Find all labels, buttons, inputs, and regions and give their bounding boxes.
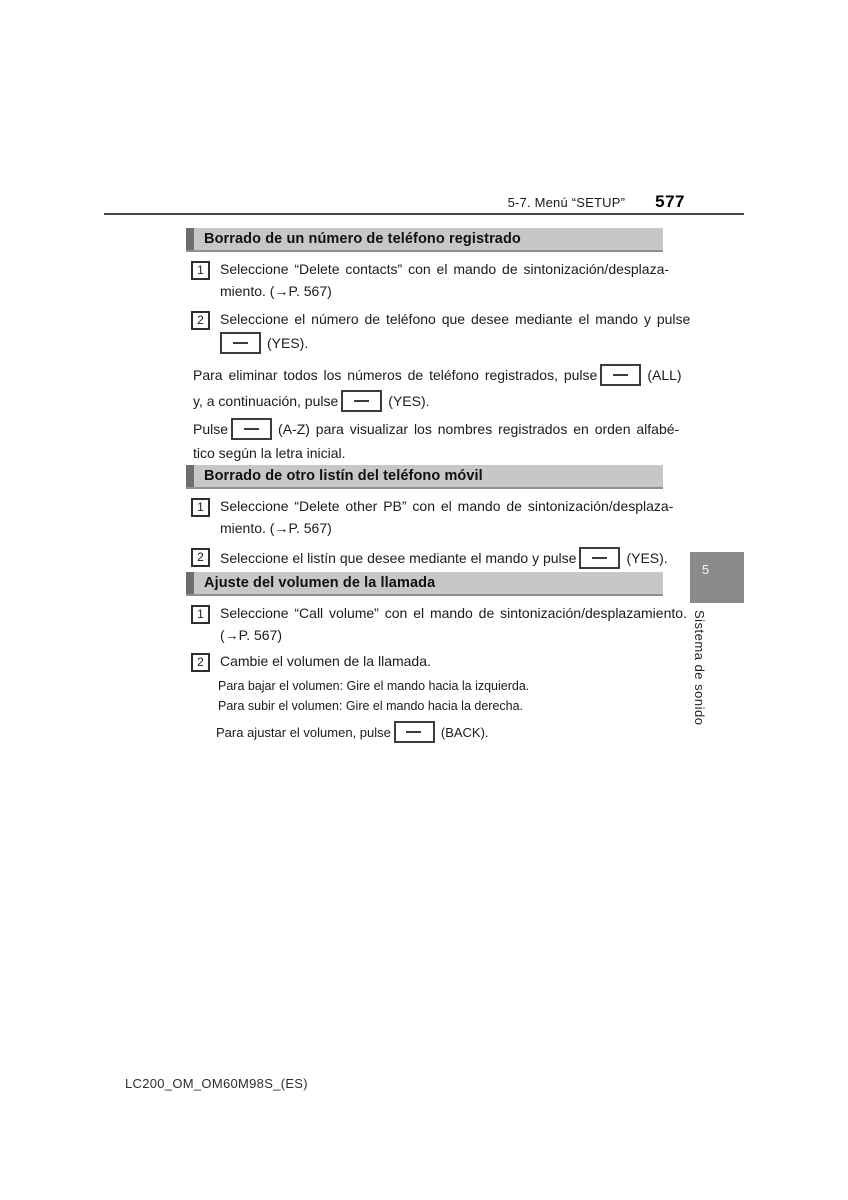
- blank-key-icon: [600, 364, 641, 386]
- blank-key-icon: [231, 418, 272, 440]
- chapter-tab-label: Sistema de sonido: [692, 610, 707, 726]
- section-title-bar: [186, 228, 663, 252]
- section-title: Borrado de otro listín del teléfono móvil: [204, 468, 483, 484]
- sub-note: Para subir el volumen: Gire el mando hacia la derecha.: [218, 699, 524, 713]
- section-ajuste-volumen: [186, 572, 687, 746]
- footer-doc-code: LC200_OM_OM60M98S_(ES): [125, 1076, 308, 1091]
- header-rule: [104, 213, 744, 215]
- note-paragraph: Para ajustar el volumen, pulse (BACK).: [216, 720, 663, 746]
- step-number-badge: 2: [191, 548, 210, 567]
- step-text: Seleccione el listín que desee mediante el mando y pulse (YES).: [220, 545, 668, 571]
- chapter-tab: [690, 552, 744, 603]
- header-section-label: 5-7. Menú “SETUP”: [507, 195, 626, 210]
- section-borrado-listin: [186, 465, 674, 577]
- section-title: Borrado de un número de teléfono registrado: [204, 231, 521, 247]
- step-text: Seleccione “Call volume” con el mando de sintonización/desplazamiento. (→P. 567): [220, 605, 687, 643]
- step-number-badge: 2: [191, 311, 210, 330]
- step-row: [186, 495, 674, 539]
- section-borrado-numero: [186, 228, 691, 466]
- step-row: [186, 545, 668, 571]
- step-number-badge: 1: [191, 498, 210, 517]
- section-accent-block: [186, 465, 194, 487]
- page-header: [508, 192, 685, 212]
- step-row: [186, 258, 670, 302]
- page-number: 577: [655, 192, 685, 211]
- section-accent-block: [186, 228, 194, 250]
- sub-note: Para bajar el volumen: Gire el mando hacia la izquierda.: [218, 679, 530, 693]
- step-text: Seleccione “Delete contacts” con el mando de sintonización/desplaza- miento. (→P. 567): [220, 261, 670, 299]
- step-text: Seleccione “Delete other PB” con el mando de sintonización/desplaza- miento. (→P. 567): [220, 498, 674, 536]
- step-number-badge: 1: [191, 261, 210, 280]
- section-title-bar: [186, 465, 663, 489]
- note-paragraph: Pulse (A-Z) para visualizar los nombres registrados en orden alfabé- tico según la letra inicial.: [193, 416, 663, 464]
- chapter-tab-number: 5: [702, 562, 710, 577]
- blank-key-icon: [341, 390, 382, 412]
- blank-key-icon: [220, 332, 261, 354]
- step-row: [186, 308, 691, 356]
- step-number-badge: 1: [191, 605, 210, 624]
- blank-key-icon: [394, 721, 435, 743]
- note-paragraph: Para eliminar todos los números de teléfono registrados, pulse (ALL) y, a continuación, pulse (YES).: [193, 362, 663, 414]
- blank-key-icon: [579, 547, 620, 569]
- section-title: Ajuste del volumen de la llamada: [204, 575, 436, 591]
- section-title-bar: [186, 572, 663, 596]
- step-text: Cambie el volumen de la llamada.: [220, 653, 431, 669]
- step-number-badge: 2: [191, 653, 210, 672]
- section-accent-block: [186, 572, 194, 594]
- step-text: Seleccione el número de teléfono que desee mediante el mando y pulse (YES).: [220, 308, 690, 356]
- step-row: [186, 650, 663, 672]
- step-row: [186, 602, 687, 646]
